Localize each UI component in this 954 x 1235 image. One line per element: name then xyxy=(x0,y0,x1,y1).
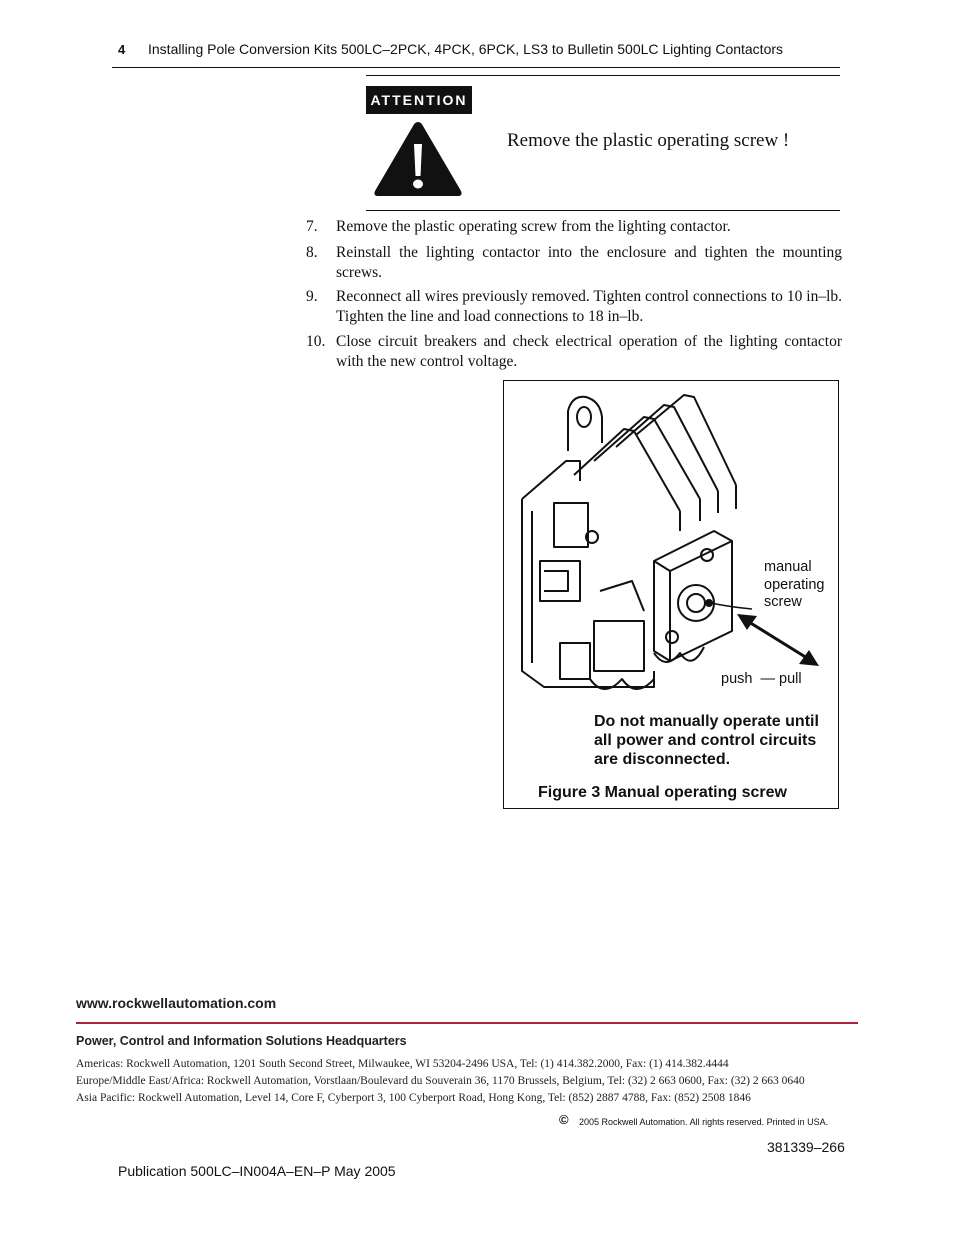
step-number: 9. xyxy=(306,288,318,305)
step-text: Close circuit breakers and check electrical operation of the lighting contactor with the new control voltage. xyxy=(336,333,842,370)
copyright-text: 2005 Rockwell Automation. All rights reserved. Printed in USA. xyxy=(579,1117,829,1127)
figure-warning: Do not manually operate until all power and control circuits are disconnected. xyxy=(594,713,819,768)
footer-address-emea: Europe/Middle East/Africa: Rockwell Automation, Vorstlaan/Boulevard du Souverain 36, 1170 Brussels, Belgium, Tel: (32) 2 663 0600, Fax: (32) 2 663 0640 xyxy=(76,1075,805,1087)
manual-screw-label-line2: operating xyxy=(764,577,825,593)
step-10 xyxy=(306,332,842,372)
manual-screw-label-line1: manual xyxy=(764,559,812,575)
push-pull-label: push — pull xyxy=(721,671,802,687)
footer-address-americas: Americas: Rockwell Automation, 1201 South Second Street, Milwaukee, WI 53204-2496 USA, Tel: (1) 414.382.2000, Fax: (1) 414.382.4444 xyxy=(76,1058,729,1070)
header-rule xyxy=(112,67,840,68)
step-number: 7. xyxy=(306,218,318,235)
footer-address-asia: Asia Pacific: Rockwell Automation, Level 14, Core F, Cyberport 3, 100 Cyberport Road, Hong Kong, Tel: (852) 2887 4788, Fax: (852) 2508 1846 xyxy=(76,1092,751,1104)
publication-number: Publication 500LC–IN004A–EN–P May 2005 xyxy=(118,1163,396,1179)
copyright-symbol: © xyxy=(559,1112,569,1127)
step-number: 10. xyxy=(306,333,326,350)
attention-bottom-rule xyxy=(366,210,840,211)
page-number: 4 xyxy=(118,42,126,57)
running-header-title: Installing Pole Conversion Kits 500LC–2PCK, 4PCK, 6PCK, LS3 to Bulletin 500LC Lighting Contactors xyxy=(148,41,784,57)
manual-screw-label-line3: screw xyxy=(764,594,802,610)
step-text: Reinstall the lighting contactor into the enclosure and tighten the mounting screws. xyxy=(336,244,842,281)
step-8 xyxy=(306,243,842,283)
attention-badge: ATTENTION xyxy=(366,86,472,114)
step-7 xyxy=(306,217,842,237)
attention-message: Remove the plastic operating screw ! xyxy=(507,130,790,151)
attention-top-rule xyxy=(366,75,840,76)
warning-triangle-icon xyxy=(372,118,464,200)
push-pull-arrow-icon xyxy=(735,612,821,668)
step-9 xyxy=(306,287,842,327)
footer-url: www.rockwellautomation.com xyxy=(76,995,277,1011)
footer-red-rule xyxy=(76,1022,858,1024)
footer-hq-title: Power, Control and Information Solutions Headquarters xyxy=(76,1034,407,1048)
step-number: 8. xyxy=(306,244,318,261)
part-number: 381339–266 xyxy=(767,1139,845,1155)
step-text: Reconnect all wires previously removed. Tighten control connections to 10 in–lb. Tighten the line and load connections to 18 in–lb. xyxy=(336,288,842,325)
step-text: Remove the plastic operating screw from the lighting contactor. xyxy=(336,218,731,235)
figure-caption: Figure 3 Manual operating screw xyxy=(538,784,787,801)
